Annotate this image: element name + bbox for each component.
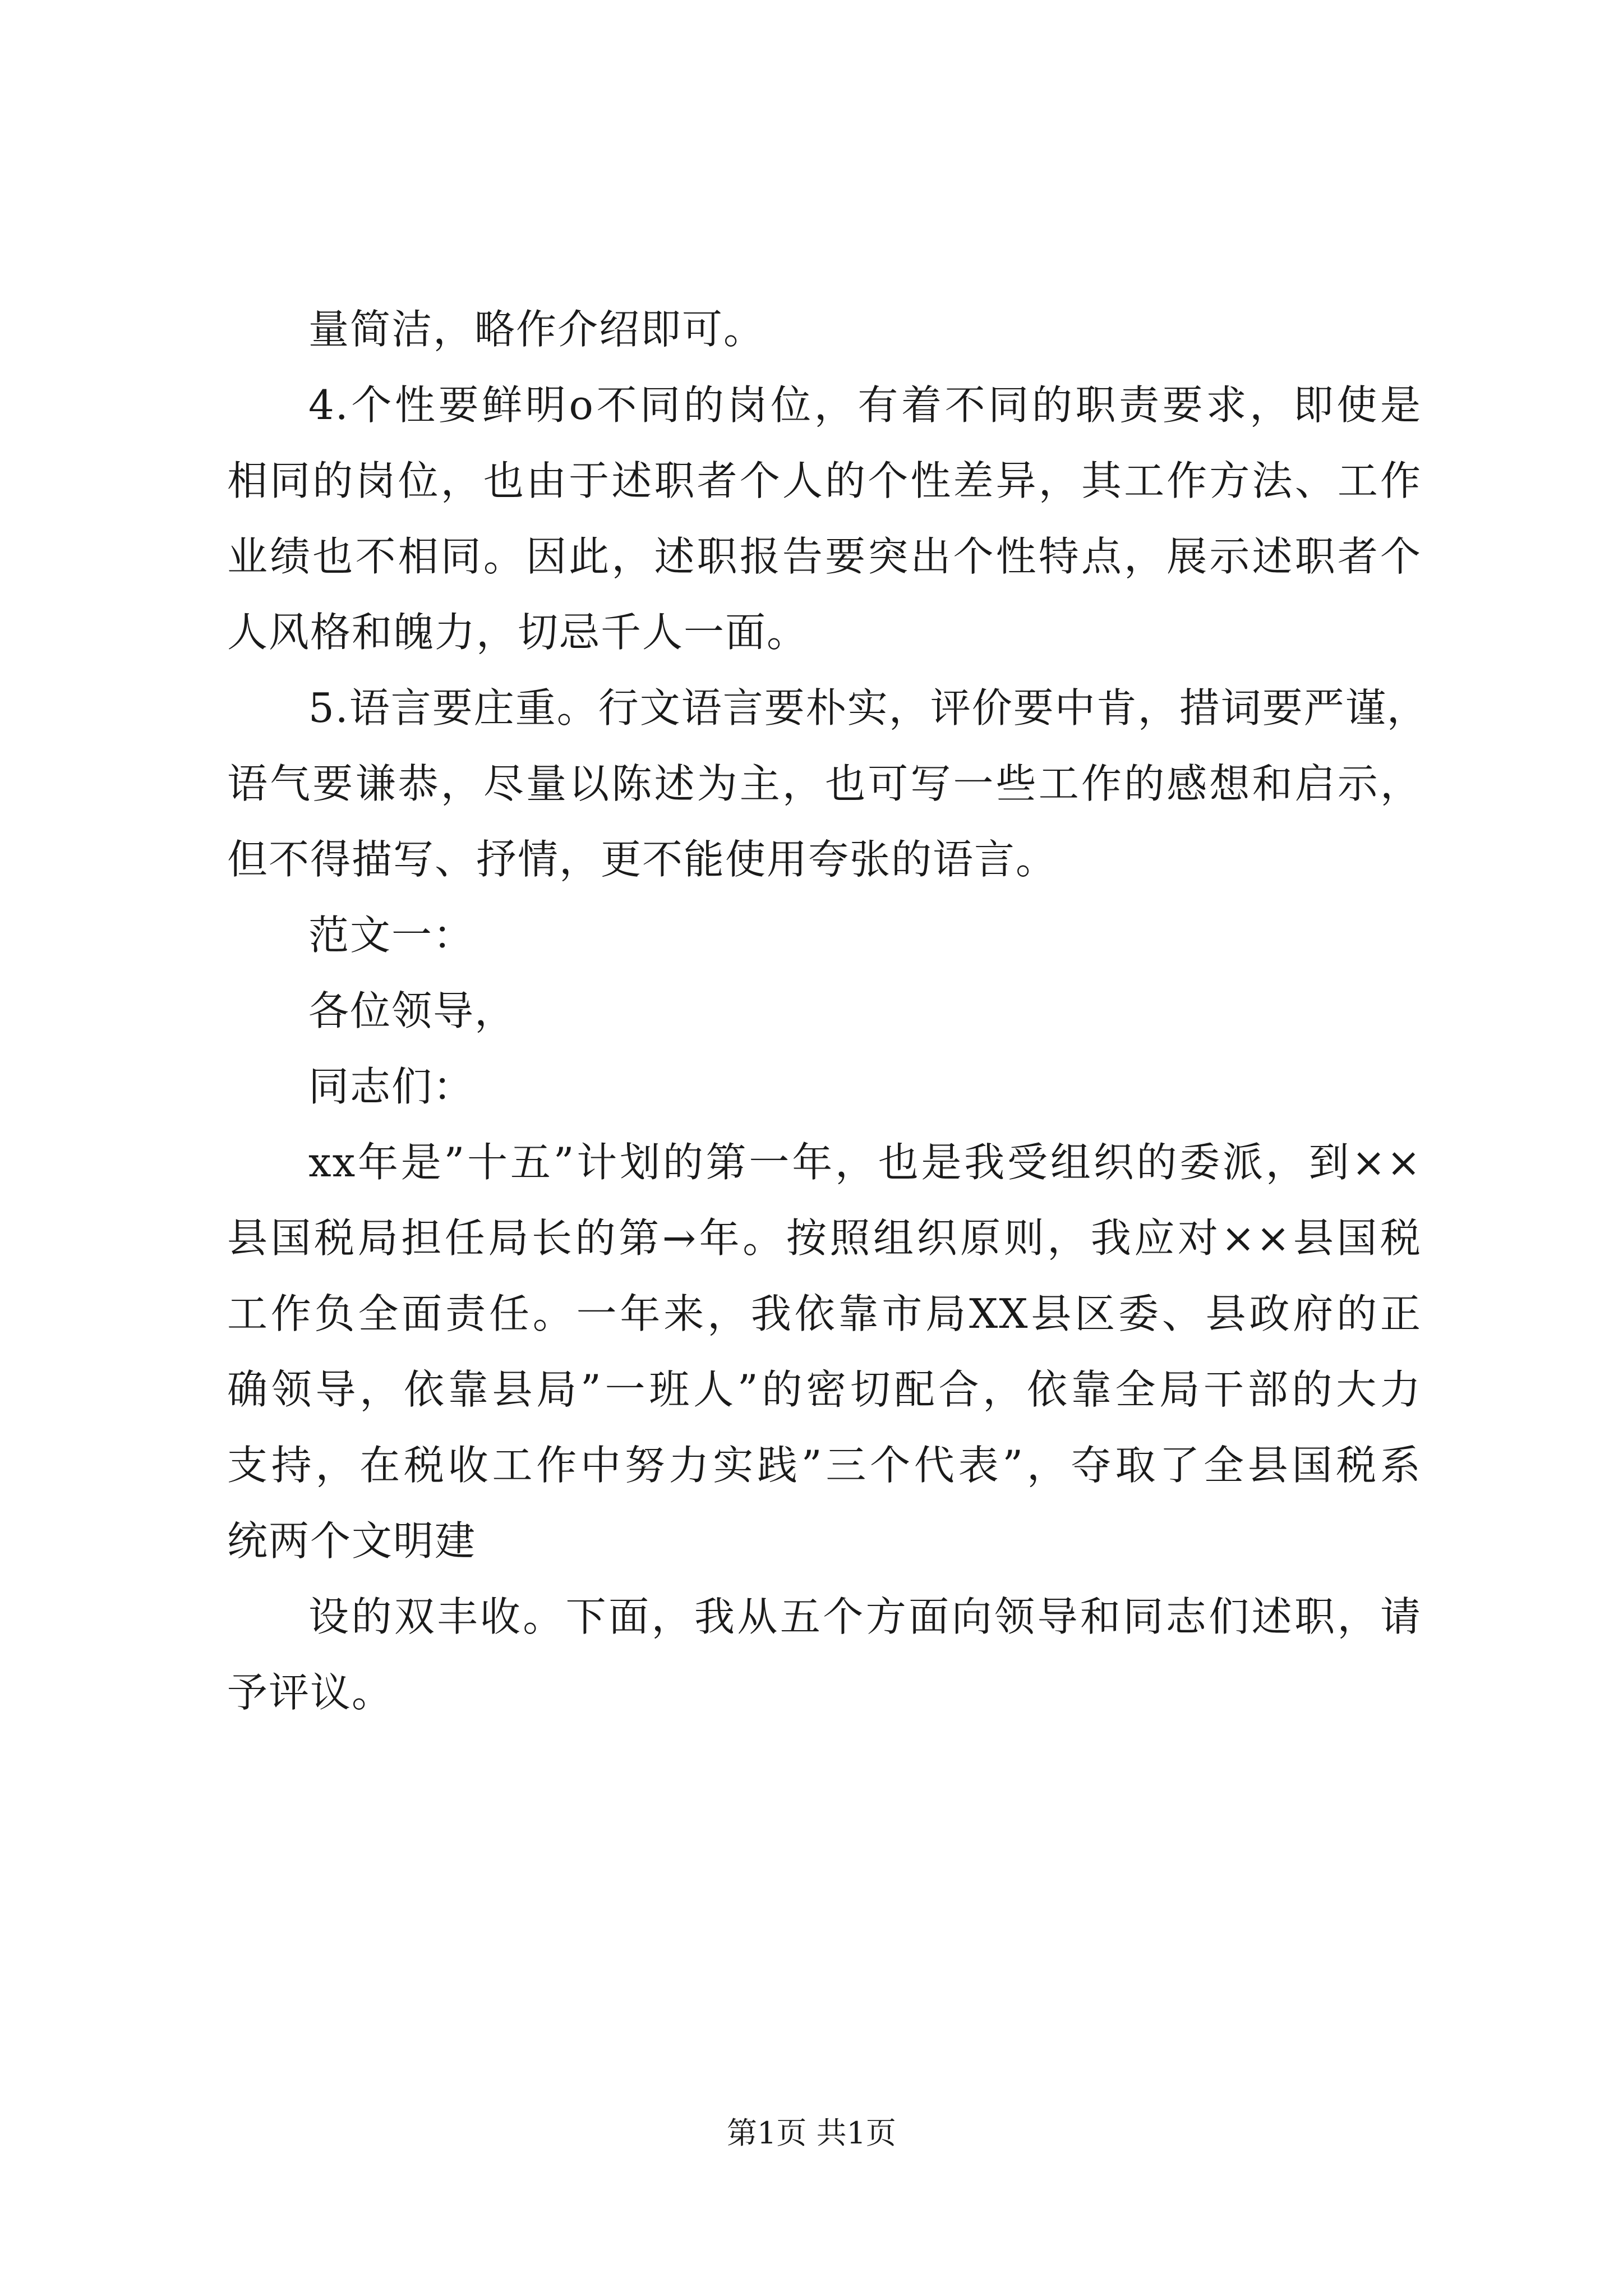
text-line: 但不得描写、抒情，更不能使用夸张的语言。 bbox=[227, 836, 1058, 883]
text-line: 人风格和魄力，切忌千人一面。 bbox=[227, 609, 809, 656]
text-line: 同志们： bbox=[308, 1063, 475, 1110]
document-body bbox=[227, 292, 1428, 1731]
text-line: 业绩也不相同。因此，述职报告要突出个性特点，展示述职者个 bbox=[227, 533, 1422, 580]
text-line: 5.语言要庄重。行文语言要朴实，评价要中肯，措词要严谨， bbox=[308, 684, 1428, 731]
text-line: 4.个性要鲜明o不同的岗位，有着不同的职责要求，即使是 bbox=[308, 381, 1422, 429]
text-line: 各位领导， bbox=[308, 987, 517, 1034]
text-line: 县国税局担任局长的第→年。按照组织原则，我应对××县国税 bbox=[227, 1214, 1422, 1262]
text-line: 予评议。 bbox=[227, 1669, 394, 1716]
page-number-label: 第1页 共1页 bbox=[727, 2115, 896, 2151]
text-line: 支持，在税收工作中努力实践”三个代表”，夺取了全县国税系 bbox=[227, 1442, 1422, 1489]
text-line: 语气要谦恭，尽量以陈述为主，也可写一些工作的感想和启示， bbox=[227, 760, 1422, 807]
text-line: 确领导，依靠县局”一班人”的密切配合，依靠全局干部的大力 bbox=[227, 1366, 1422, 1413]
text-line: 统两个文明建 bbox=[227, 1517, 477, 1565]
text-line: 量简洁，略作介绍即可。 bbox=[308, 306, 766, 353]
text-line: 相同的岗位，也由于述职者个人的个性差异，其工作方法、工作 bbox=[227, 457, 1422, 504]
text-line: 范文一： bbox=[308, 912, 475, 959]
text-line: xx年是”十五”计划的第一年，也是我受组织的委派，到×× bbox=[308, 1139, 1422, 1186]
page-footer bbox=[0, 2114, 1623, 2153]
text-line: 设的双丰收。下面，我从五个方面向领导和同志们述职，请 bbox=[308, 1593, 1422, 1640]
text-line: 工作负全面责任。一年来，我依靠市局XX县区委、县政府的正 bbox=[227, 1290, 1422, 1337]
